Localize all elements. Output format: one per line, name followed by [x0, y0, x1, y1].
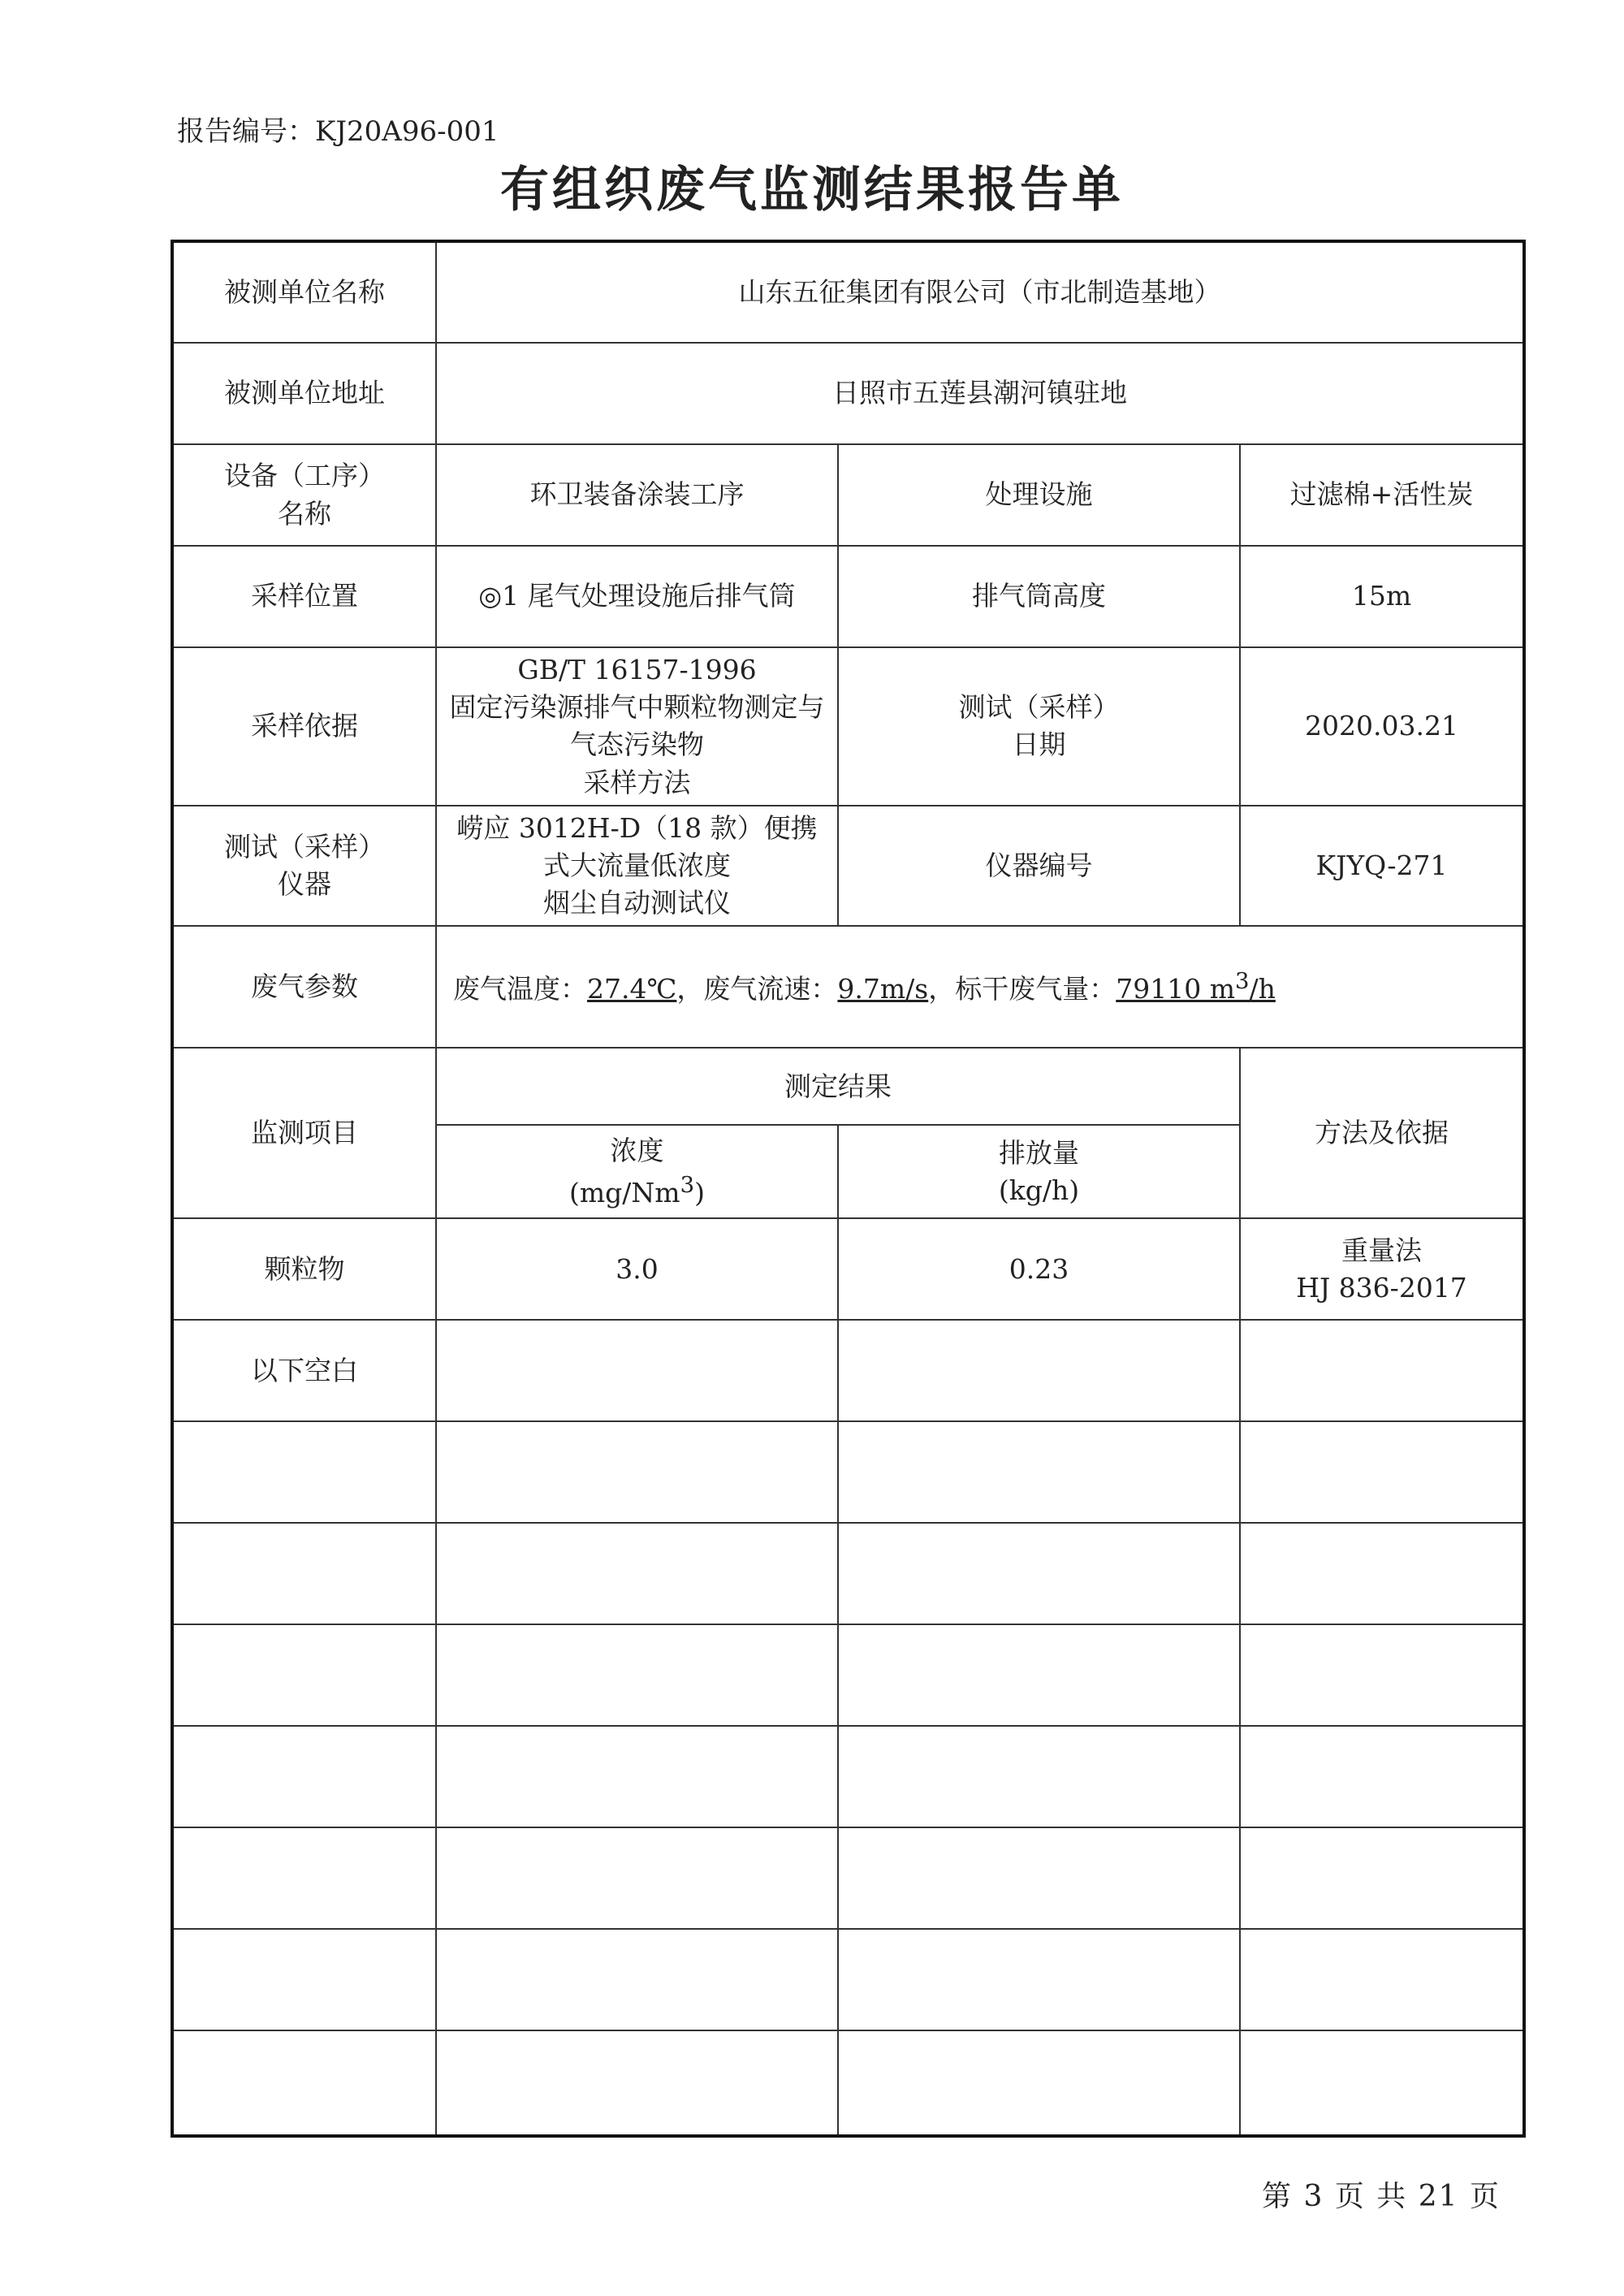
page-current: 3 [1303, 2180, 1324, 2213]
sampling-basis-line2: 固定污染源排气中颗粒物测定与气态污染物 [449, 691, 825, 761]
test-date-value: 2020.03.21 [1240, 647, 1524, 806]
concentration-header-unit [443, 1170, 831, 1212]
page-total: 21 [1418, 2180, 1459, 2213]
empty-cell [436, 1624, 838, 1726]
equipment-label-line2: 名称 [278, 497, 331, 530]
gas-params-label: 废气参数 [172, 926, 436, 1048]
empty-cell [172, 1523, 436, 1624]
gas-volume-sup: 3 [1235, 968, 1250, 995]
empty-cell [1240, 1523, 1524, 1624]
method-header: 方法及依据 [1240, 1048, 1524, 1218]
page-suffix: 页 [1469, 2180, 1501, 2213]
report-number-label: 报告编号： [177, 115, 315, 148]
result-method-line1: 重量法 [1341, 1234, 1422, 1266]
empty-cell [838, 1624, 1240, 1726]
emission-header [838, 1125, 1240, 1218]
unit-name-label: 被测单位名称 [172, 241, 436, 343]
row-instrument [172, 806, 1524, 927]
instrument-id-label: 仪器编号 [838, 806, 1240, 927]
facility-label: 处理设施 [838, 444, 1240, 546]
page-number [1262, 2173, 1501, 2215]
empty-cell [436, 1421, 838, 1523]
empty-cell [172, 1929, 436, 2030]
blank-cell [838, 1320, 1240, 1421]
test-date-label-line1: 测试（采样） [958, 691, 1120, 724]
result-header: 测定结果 [436, 1048, 1240, 1125]
page-title: 有组织废气监测结果报告单 [500, 162, 1124, 218]
instrument-value [436, 806, 838, 927]
test-date-label-line2: 日期 [1012, 729, 1066, 761]
report-number-value: KJ20A96-001 [315, 115, 499, 148]
row-results-header [172, 1048, 1524, 1125]
unit-address-label: 被测单位地址 [172, 343, 436, 444]
row-sampling-basis [172, 647, 1524, 806]
blank-cell [1240, 1320, 1524, 1421]
row-gas-params [172, 926, 1524, 1048]
concentration-header [436, 1125, 838, 1218]
sampling-location-value: ◎1 尾气处理设施后排气筒 [436, 546, 838, 647]
equipment-value: 环卫装备涂装工序 [436, 444, 838, 546]
concentration-unit-part1: (mg/Nm [569, 1176, 680, 1209]
instrument-id-value: KJYQ-271 [1240, 806, 1524, 927]
row-unit-address [172, 343, 1524, 444]
empty-cell [838, 1523, 1240, 1624]
empty-cell [838, 1929, 1240, 2030]
empty-row [172, 1929, 1524, 2030]
empty-cell [172, 1624, 436, 1726]
facility-value: 过滤棉+活性炭 [1240, 444, 1524, 546]
empty-cell [838, 2030, 1240, 2136]
report-number [177, 109, 499, 149]
instrument-label [172, 806, 436, 927]
unit-address-value: 日照市五莲县潮河镇驻地 [436, 343, 1524, 444]
empty-row [172, 1827, 1524, 1929]
result-item: 颗粒物 [172, 1218, 436, 1320]
page-prefix: 第 [1261, 2180, 1293, 2213]
blank-note: 以下空白 [172, 1320, 436, 1421]
gas-volume-number: 79110 m [1116, 973, 1235, 1005]
gas-flow-value: 9.7m/s [837, 973, 929, 1005]
table-row [172, 1218, 1524, 1320]
empty-cell [436, 1523, 838, 1624]
emission-header-title: 排放量 [999, 1136, 1079, 1169]
result-concentration: 3.0 [436, 1218, 838, 1320]
concentration-unit-part2: ) [694, 1176, 705, 1209]
empty-cell [1240, 1726, 1524, 1827]
unit-name-value: 山东五征集团有限公司（市北制造基地） [436, 241, 1524, 343]
instrument-value-line2: 烟尘自动测试仪 [543, 887, 731, 919]
equipment-label-line1: 设备（工序） [224, 460, 385, 492]
empty-cell [838, 1827, 1240, 1929]
instrument-value-line1: 崂应 3012H-D（18 款）便携式大流量低浓度 [456, 811, 818, 881]
blank-cell [436, 1320, 838, 1421]
empty-row [172, 1421, 1524, 1523]
gas-flow-label: ，废气流速： [676, 973, 838, 1005]
concentration-header-title: 浓度 [610, 1134, 664, 1166]
sampling-basis-line1: GB/T 16157-1996 [517, 654, 757, 685]
result-emission: 0.23 [838, 1218, 1240, 1320]
empty-row [172, 1726, 1524, 1827]
empty-cell [1240, 1421, 1524, 1523]
test-date-label [838, 647, 1240, 806]
equipment-label [172, 444, 436, 546]
gas-volume-value [1116, 968, 1276, 1005]
empty-row [172, 1624, 1524, 1726]
stack-height-value: 15m [1240, 546, 1524, 647]
sampling-basis-label: 采样依据 [172, 647, 436, 806]
concentration-unit-sup: 3 [680, 1171, 695, 1198]
emission-header-unit: (kg/h) [998, 1174, 1080, 1206]
empty-cell [172, 1726, 436, 1827]
empty-cell [838, 1421, 1240, 1523]
item-header: 监测项目 [172, 1048, 436, 1218]
blank-row [172, 1320, 1524, 1421]
empty-cell [1240, 1624, 1524, 1726]
empty-cell [172, 1827, 436, 1929]
empty-cell [1240, 1929, 1524, 2030]
sampling-basis-value [436, 647, 838, 806]
empty-cell [172, 1421, 436, 1523]
report-table [171, 240, 1526, 2138]
gas-volume-unit: /h [1249, 973, 1276, 1005]
empty-cell [436, 1827, 838, 1929]
empty-cell [436, 2030, 838, 2136]
empty-cell [436, 1929, 838, 2030]
row-unit-name [172, 241, 1524, 343]
gas-temp-label: 废气温度： [453, 973, 587, 1005]
instrument-label-line2: 仪器 [278, 868, 331, 901]
row-equipment [172, 444, 1524, 546]
result-method-line2: HJ 836-2017 [1296, 1271, 1467, 1304]
sampling-basis-line3: 采样方法 [583, 766, 691, 798]
empty-row [172, 2030, 1524, 2136]
empty-cell [436, 1726, 838, 1827]
gas-temp-value: 27.4℃ [587, 973, 677, 1005]
gas-params-value [436, 926, 1524, 1048]
row-sampling-location [172, 546, 1524, 647]
empty-cell [1240, 1827, 1524, 1929]
empty-cell [838, 1726, 1240, 1827]
instrument-label-line1: 测试（采样） [224, 830, 385, 863]
page-middle: 页 共 [1334, 2180, 1408, 2213]
empty-cell [172, 2030, 436, 2136]
empty-cell [1240, 2030, 1524, 2136]
gas-volume-label: ，标干废气量： [928, 973, 1116, 1005]
stack-height-label: 排气筒高度 [838, 546, 1240, 647]
sampling-location-label: 采样位置 [172, 546, 436, 647]
result-method [1240, 1218, 1524, 1320]
empty-row [172, 1523, 1524, 1624]
